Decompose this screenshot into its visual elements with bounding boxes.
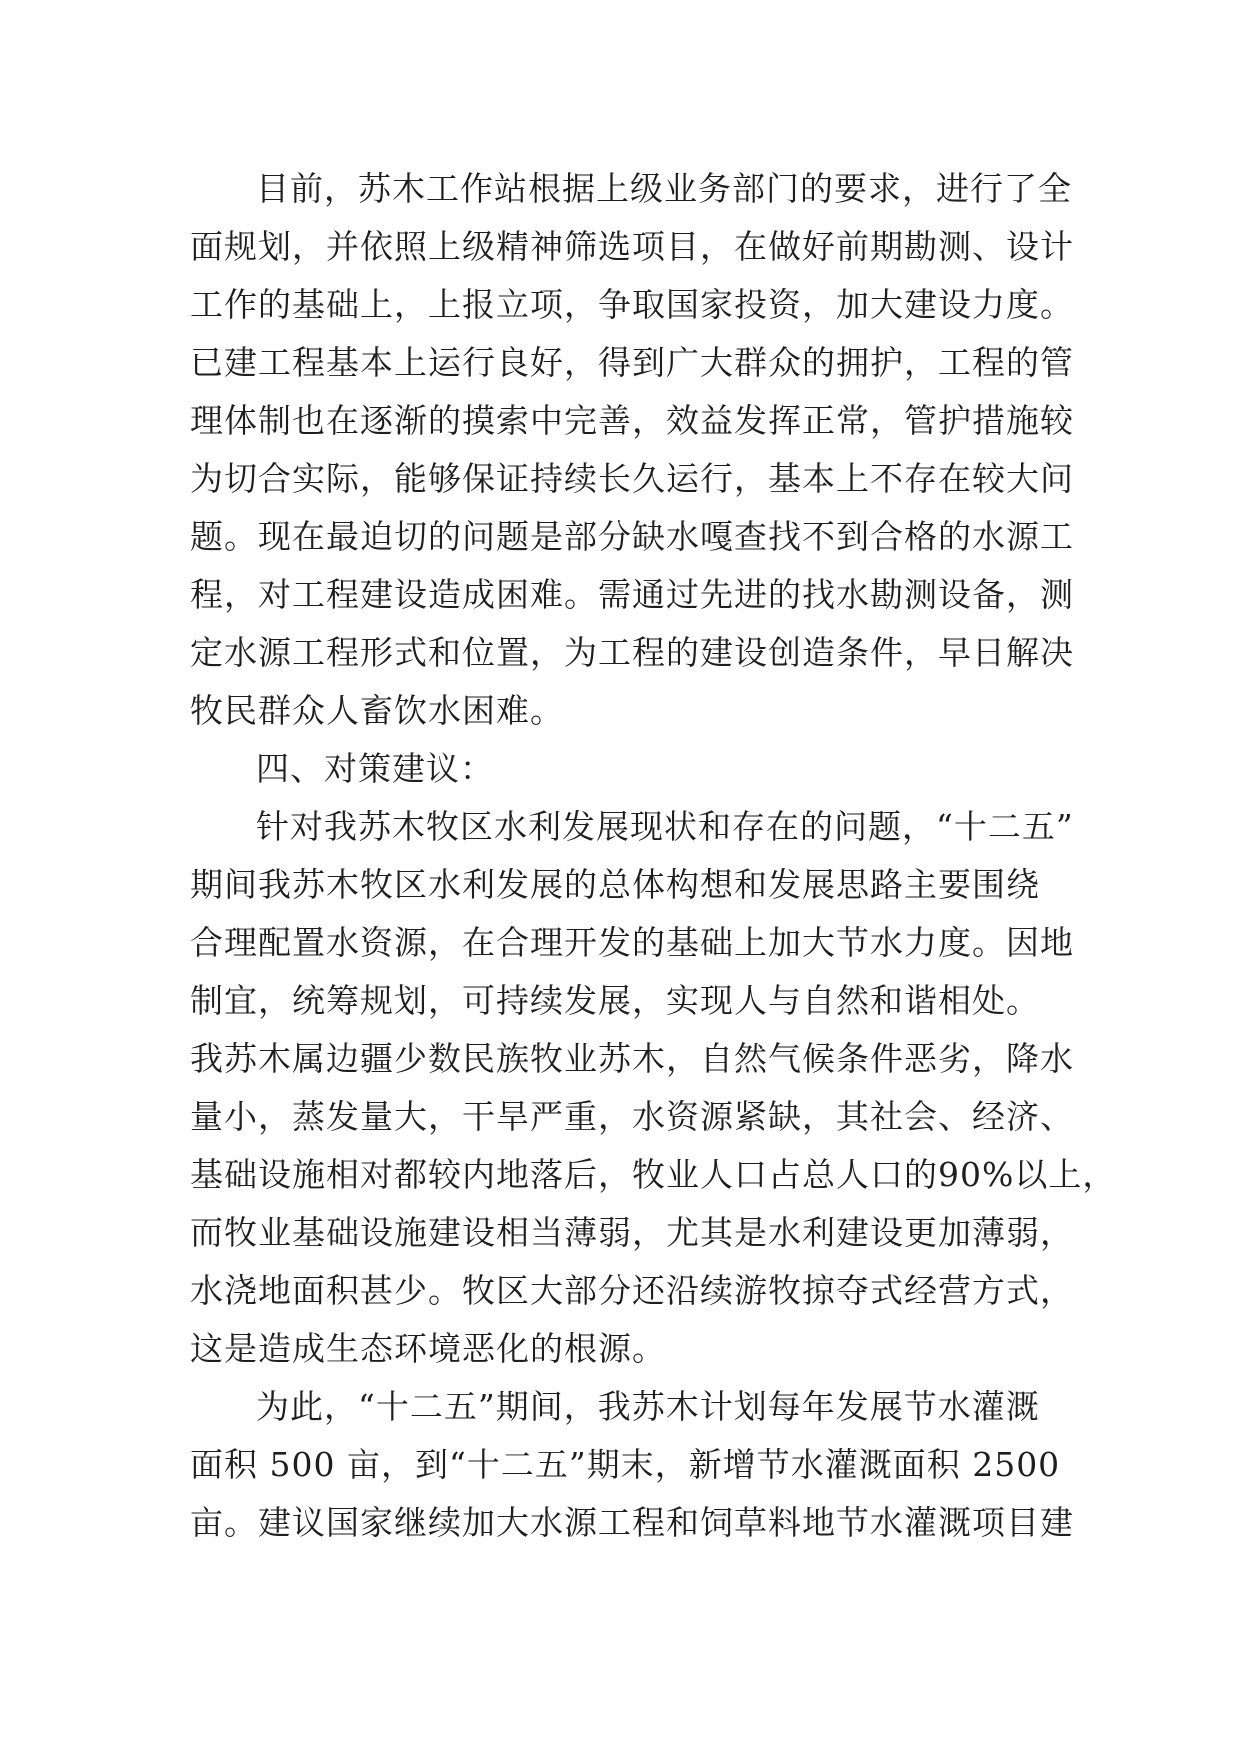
text-line: 亩。建议国家继续加大水源工程和饲草料地节水灌溉项目建 [190, 1503, 1074, 1542]
text-line: 理体制也在逐渐的摸索中完善，效益发挥正常，管护措施较 [190, 401, 1074, 440]
text-line: 程，对工程建设造成困难。需通过先进的找水勘测设备，测 [190, 575, 1074, 614]
text-line: 制宜，统筹规划，可持续发展，实现人与自然和谐相处。 [190, 981, 1040, 1020]
text-line: 而牧业基础设施建设相当薄弱，尤其是水利建设更加薄弱， [190, 1213, 1074, 1252]
text-line: 为切合实际，能够保证持续长久运行，基本上不存在较大问 [190, 459, 1074, 498]
text-line: 期间我苏木牧区水利发展的总体构想和发展思路主要围绕 [190, 865, 1040, 904]
text-line: 工作的基础上，上报立项，争取国家投资，加大建设力度。 [190, 285, 1074, 324]
text-line: 针对我苏木牧区水利发展现状和存在的问题，“十二五” [256, 807, 1074, 846]
text-line: 量小，蒸发量大，干旱严重，水资源紧缺，其社会、经济、 [190, 1097, 1074, 1136]
text-line: 我苏木属边疆少数民族牧业苏木，自然气候条件恶劣，降水 [190, 1039, 1074, 1078]
text-line: 合理配置水资源，在合理开发的基础上加大节水力度。因地 [190, 923, 1074, 962]
text-line: 这是造成生态环境恶化的根源。 [190, 1329, 666, 1368]
text-line: 面规划，并依照上级精神筛选项目，在做好前期勘测、设计 [190, 227, 1074, 266]
text-line: 基础设施相对都较内地落后，牧业人口占总人口的90%以上， [190, 1155, 1117, 1194]
text-line: 已建工程基本上运行良好，得到广大群众的拥护，工程的管 [190, 343, 1074, 382]
text-line: 目前，苏木工作站根据上级业务部门的要求，进行了全 [256, 169, 1072, 208]
text-line: 水浇地面积甚少。牧区大部分还沿续游牧掠夺式经营方式， [190, 1271, 1074, 1310]
text-line: 定水源工程形式和位置，为工程的建设创造条件，早日解决 [190, 633, 1074, 672]
text-line: 面积 500 亩，到“十二五”期末，新增节水灌溉面积 2500 [190, 1445, 1061, 1484]
text-line: 题。现在最迫切的问题是部分缺水嘎查找不到合格的水源工 [190, 517, 1074, 556]
text-line: 四、对策建议： [256, 749, 494, 788]
text-line: 牧民群众人畜饮水困难。 [190, 691, 564, 730]
body-text [190, 160, 1117, 1552]
text-line: 为此，“十二五”期间，我苏木计划每年发展节水灌溉 [256, 1387, 1040, 1426]
